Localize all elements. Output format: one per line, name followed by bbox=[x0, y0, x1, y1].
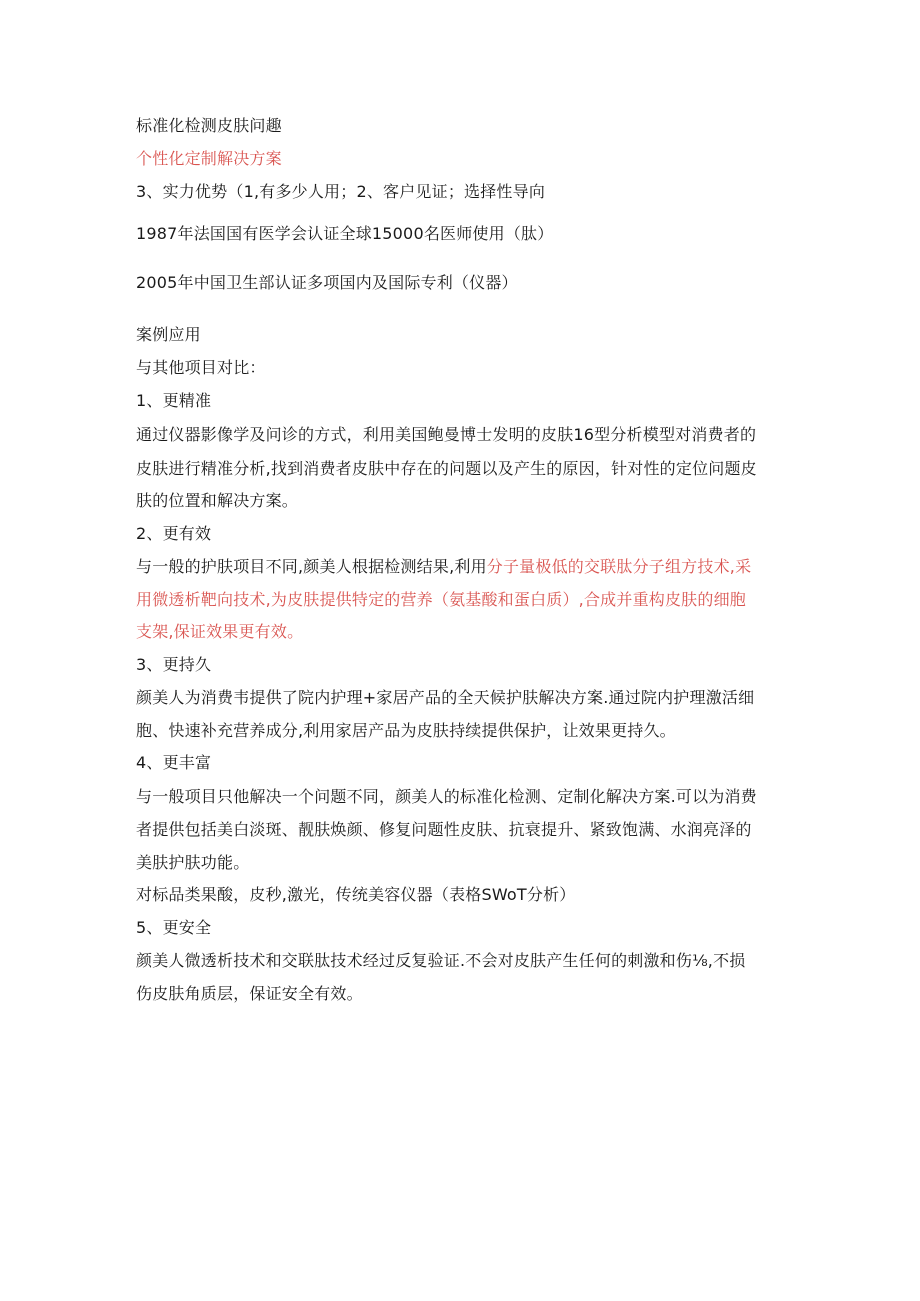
point-1-body-line-2: 皮肤进行精准分析,找到消费者皮肤中存在的问题以及产生的原因，针对性的定位问题皮 bbox=[136, 459, 757, 478]
point-3-body-line-2: 胞、快速补充营养成分,利用家居产品为皮肤持续提供保护，让效果更持久。 bbox=[136, 721, 676, 740]
point-2-body-line-3: 支架,保证效果更有效。 bbox=[136, 622, 304, 641]
point-1-body-line-3: 肤的位置和解决方案。 bbox=[136, 491, 299, 510]
point-4-title: 4、更丰富 bbox=[136, 753, 212, 772]
certification-2005: 2005年中国卫生部认证多项国内及国际专利（仪器） bbox=[136, 273, 518, 292]
strength-advantages: 3、实力优势（1,有多少人用；2、客户见证；选择性导向 bbox=[136, 182, 546, 201]
point-2-body-plain: 与一般的护肤项目不同,颜美人根据检测结果,利用 bbox=[136, 557, 487, 576]
certification-1987: 1987年法国国有医学会认证全球15000名医师使用（肽） bbox=[136, 224, 554, 243]
point-4-body-line-3: 美肤护肤功能。 bbox=[136, 853, 250, 872]
point-2-body-line-2: 用微透析靶向技术,为皮肤提供特定的营养（氨基酸和蛋白质）,合成并重构皮肤的细胞 bbox=[136, 590, 746, 609]
benchmark-categories: 对标品类果酸，皮秒,激光，传统美容仪器（表格SWoT分析） bbox=[136, 885, 576, 904]
point-3-body-line-1: 颜美人为消费韦提供了院内护理+家居产品的全天候护肤解决方案.通过院内护理激活细 bbox=[136, 688, 755, 707]
point-5-body-line-1: 颜美人微透析技术和交联肽技术经过反复验证.不会对皮肤产生任何的刺激和伤⅛,不损 bbox=[136, 951, 746, 970]
point-4-body-line-2: 者提供包括美白淡斑、靓肤焕颜、修复问题性皮肤、抗衰提升、紧致饱满、水润亮泽的 bbox=[136, 820, 752, 839]
point-2-body-line-1 bbox=[136, 557, 751, 577]
section-case-application: 案例应用 bbox=[136, 325, 201, 344]
heading-personalized-solution: 个性化定制解决方案 bbox=[136, 149, 282, 168]
point-4-body-line-1: 与一般项目只他解决一个问题不同，颜美人的标准化检测、定制化解决方案.可以为消费 bbox=[136, 787, 757, 806]
point-5-title: 5、更安全 bbox=[136, 918, 212, 937]
point-1-title: 1、更精准 bbox=[136, 391, 212, 410]
point-5-body-line-2: 伤皮肤角质层，保证安全有效。 bbox=[136, 984, 363, 1003]
point-3-title: 3、更持久 bbox=[136, 655, 212, 674]
heading-standardized-detection: 标准化检测皮肤问趣 bbox=[136, 116, 282, 135]
point-1-body-line-1: 通过仪器影像学及问诊的方式，利用美国鲍曼博士发明的皮肤16型分析模型对消费者的 bbox=[136, 425, 757, 444]
section-comparison: 与其他项目对比： bbox=[136, 358, 266, 377]
point-2-title: 2、更有效 bbox=[136, 524, 212, 543]
point-2-body-highlight: 分子量极低的交联肽分子组方技术,采 bbox=[486, 557, 752, 576]
